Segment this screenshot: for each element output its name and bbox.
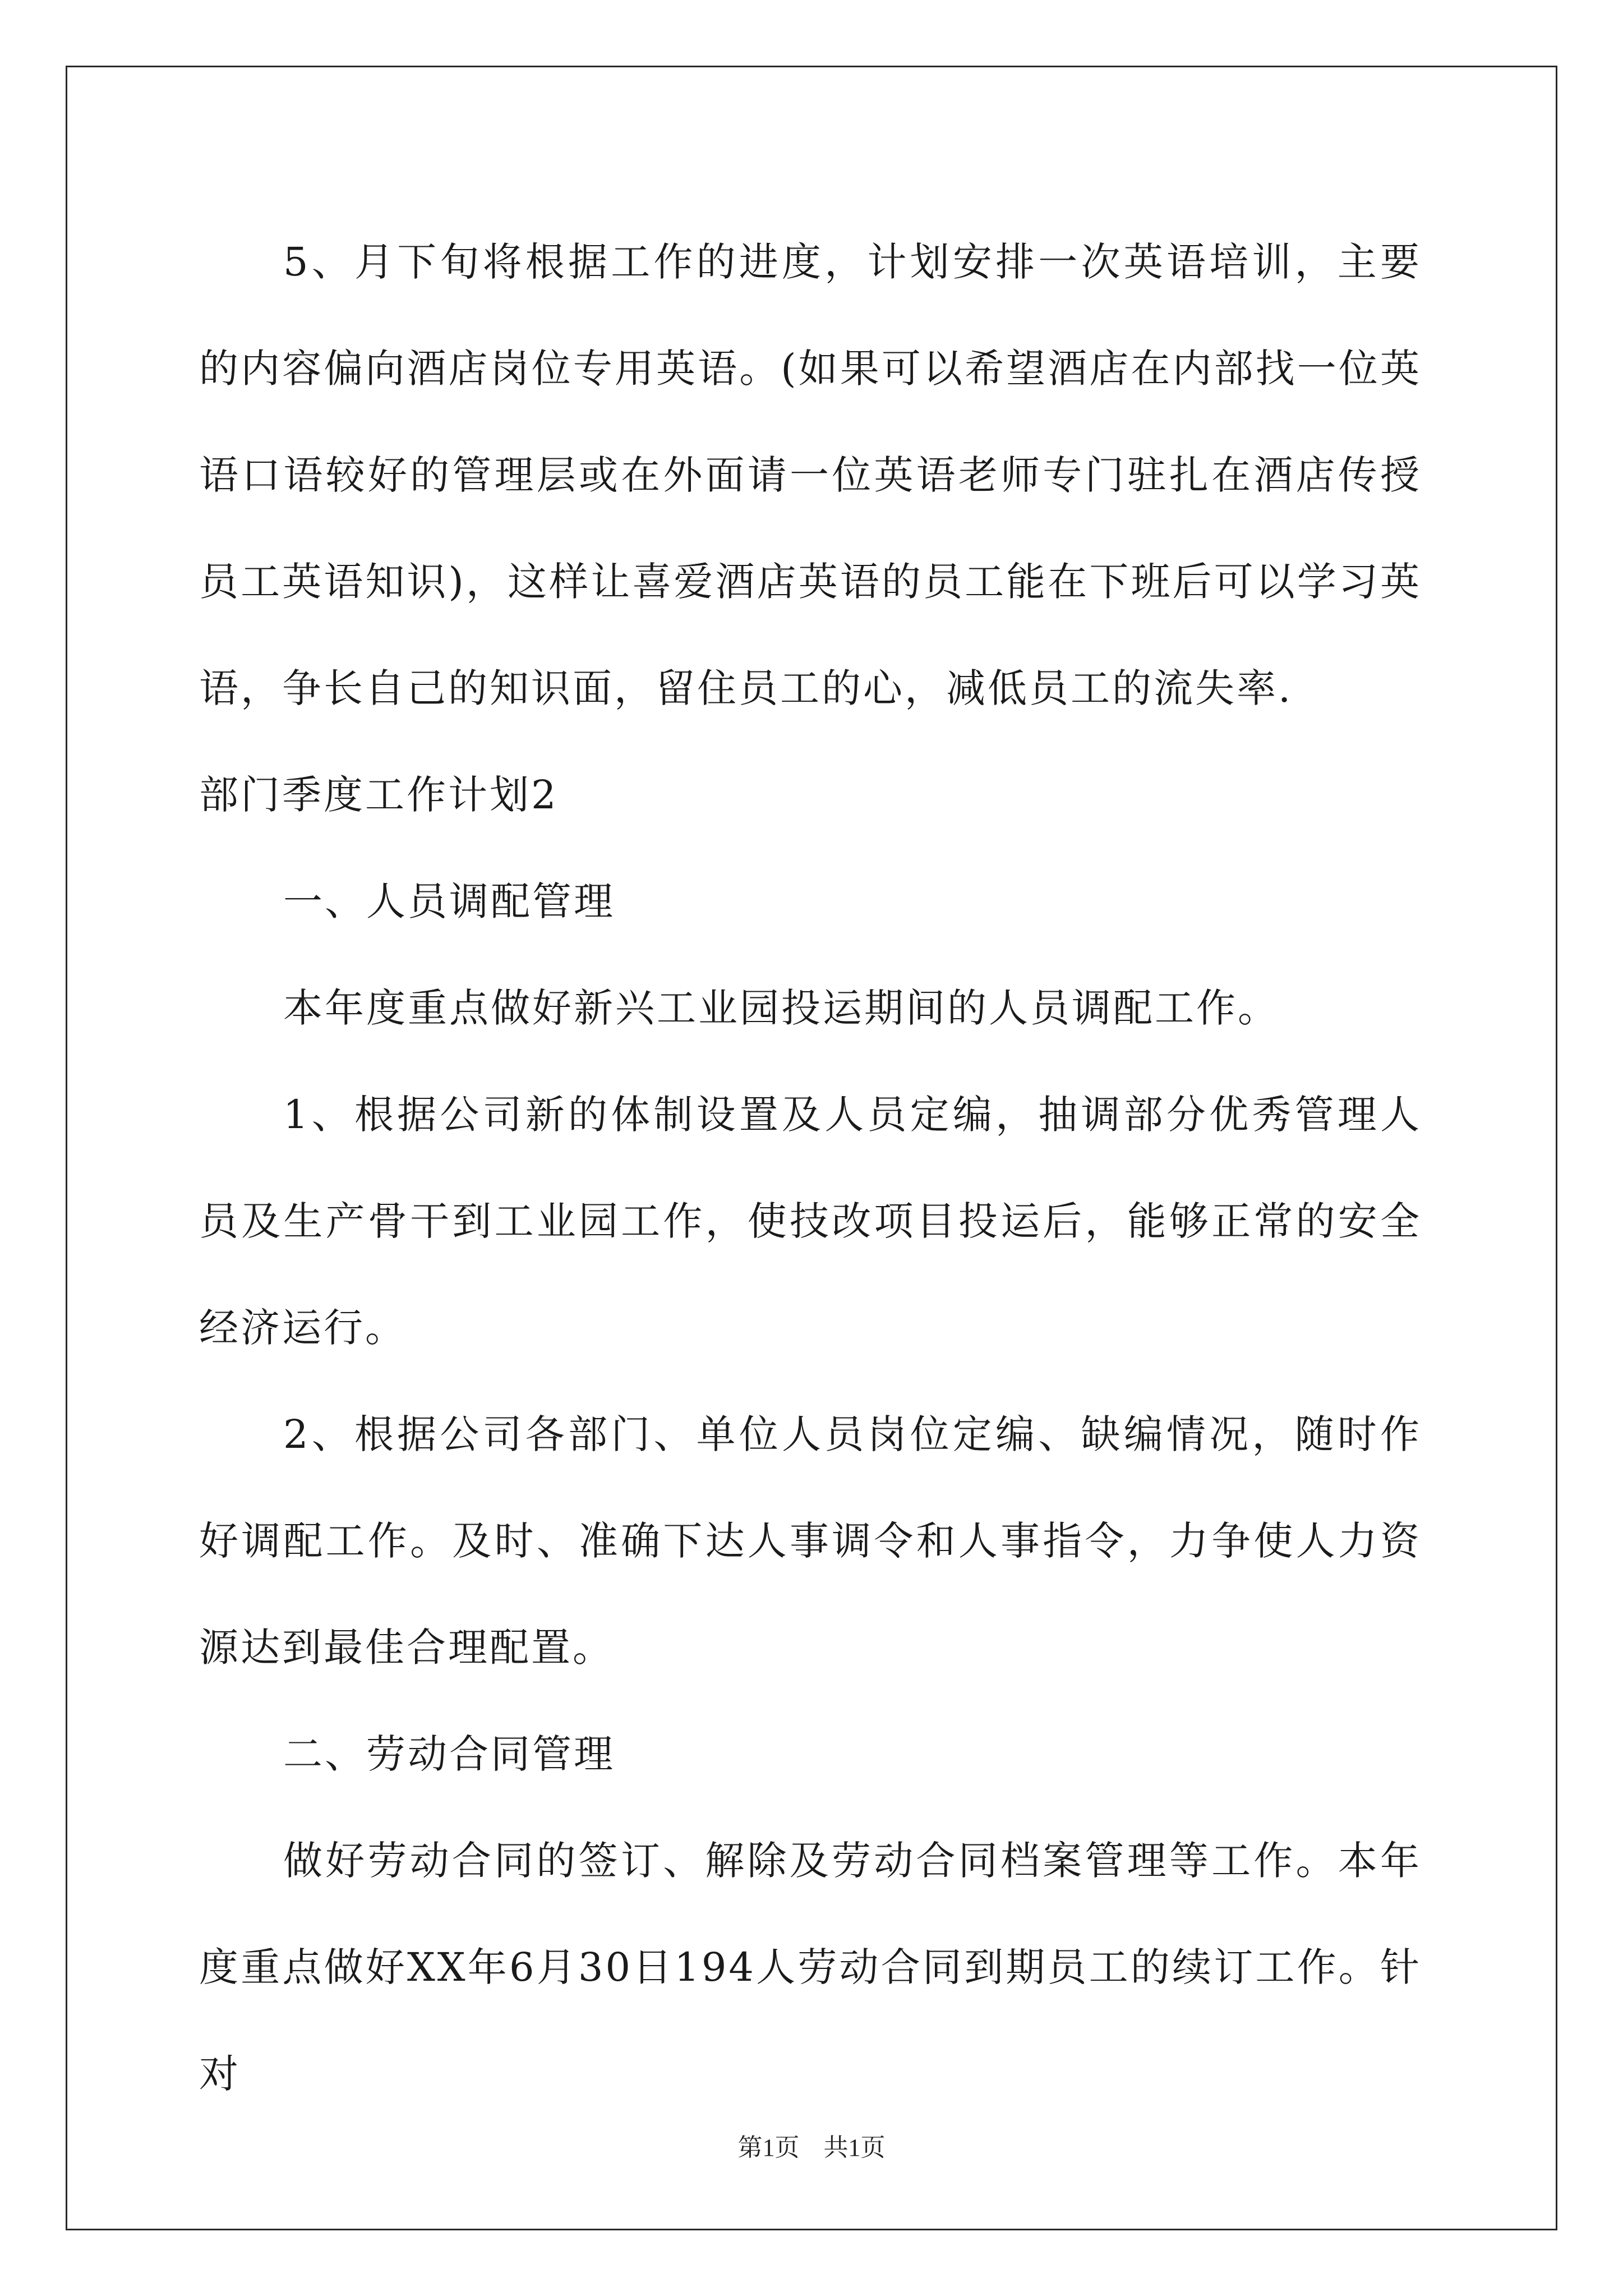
- paragraph-staff-allocation-intro: 本年度重点做好新兴工业园投运期间的人员调配工作。: [283, 985, 1279, 1031]
- heading-staff-allocation: 一、人员调配管理: [283, 878, 615, 924]
- paragraph-staff-allocation-2: 2、根据公司各部门、单位人员岗位定编、缺编情况，随时作好调配工作。及时、准确下达人事调令和人事指令，力争使人力资源达到最佳合理配置。: [199, 1411, 1422, 1671]
- paragraph-staff-allocation-1: 1、根据公司新的体制设置及人员定编，抽调部分优秀管理人员及生产骨干到工业园工作，使技改项目投运后，能够正常的安全经济运行。: [199, 1092, 1422, 1351]
- section-title-plan-2: 部门季度工作计划2: [199, 772, 559, 818]
- page-number: 第1页: [737, 2134, 800, 2161]
- heading-labor-contract: 二、劳动合同管理: [283, 1731, 615, 1777]
- paragraph-labor-contract: 做好劳动合同的签订、解除及劳动合同档案管理等工作。本年度重点做好XX年6月30日194人劳动合同到期员工的续订工作。针对: [199, 1838, 1422, 2097]
- page-footer: [0, 2127, 1623, 2163]
- paragraph-english-training: 5、月下旬将根据工作的进度，计划安排一次英语培训，主要的内容偏向酒店岗位专用英语。(如果可以希望酒店在内部找一位英语口语较好的管理层或在外面请一位英语老师专门驻扎在酒店传授员工英语知识)，这样让喜爱酒店英语的员工能在下班后可以学习英语，争长自己的知识面，留住员工的心，减低员工的流失率.: [199, 239, 1422, 711]
- document-body: [199, 209, 1422, 2127]
- page-total: 共1页: [823, 2134, 886, 2161]
